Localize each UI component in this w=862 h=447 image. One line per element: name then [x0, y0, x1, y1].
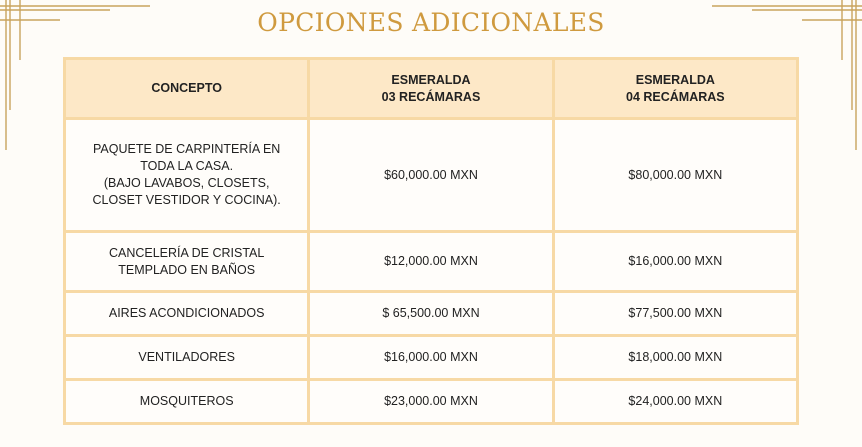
table-row	[65, 119, 798, 232]
price-cell: $23,000.00 MXN	[309, 380, 553, 424]
page-title: OPCIONES ADICIONALES	[257, 8, 605, 37]
header-concept: CONCEPTO	[65, 59, 309, 119]
price-cell: $60,000.00 MXN	[309, 119, 553, 232]
header-esmeralda-03: ESMERALDA 03 RECÁMARAS	[309, 59, 553, 119]
table-row	[65, 336, 798, 380]
concept-cell: CANCELERÍA DE CRISTAL TEMPLADO EN BAÑOS	[65, 232, 309, 292]
table-header-row	[65, 59, 798, 119]
concept-cell: PAQUETE DE CARPINTERÍA EN TODA LA CASA. (BAJO LAVABOS, CLOSETS, CLOSET VESTIDOR Y COCINA).	[65, 119, 309, 232]
concept-cell: VENTILADORES	[65, 336, 309, 380]
price-cell: $16,000.00 MXN	[309, 336, 553, 380]
price-cell: $16,000.00 MXN	[553, 232, 797, 292]
price-cell: $24,000.00 MXN	[553, 380, 797, 424]
price-cell: $80,000.00 MXN	[553, 119, 797, 232]
price-cell: $ 65,500.00 MXN	[309, 292, 553, 336]
table-row	[65, 380, 798, 424]
table-row	[65, 232, 798, 292]
concept-cell: MOSQUITEROS	[65, 380, 309, 424]
header-esmeralda-04: ESMERALDA 04 RECÁMARAS	[553, 59, 797, 119]
price-cell: $12,000.00 MXN	[309, 232, 553, 292]
price-cell: $18,000.00 MXN	[553, 336, 797, 380]
concept-cell: AIRES ACONDICIONADOS	[65, 292, 309, 336]
options-table	[63, 57, 799, 425]
price-cell: $77,500.00 MXN	[553, 292, 797, 336]
table-row	[65, 292, 798, 336]
